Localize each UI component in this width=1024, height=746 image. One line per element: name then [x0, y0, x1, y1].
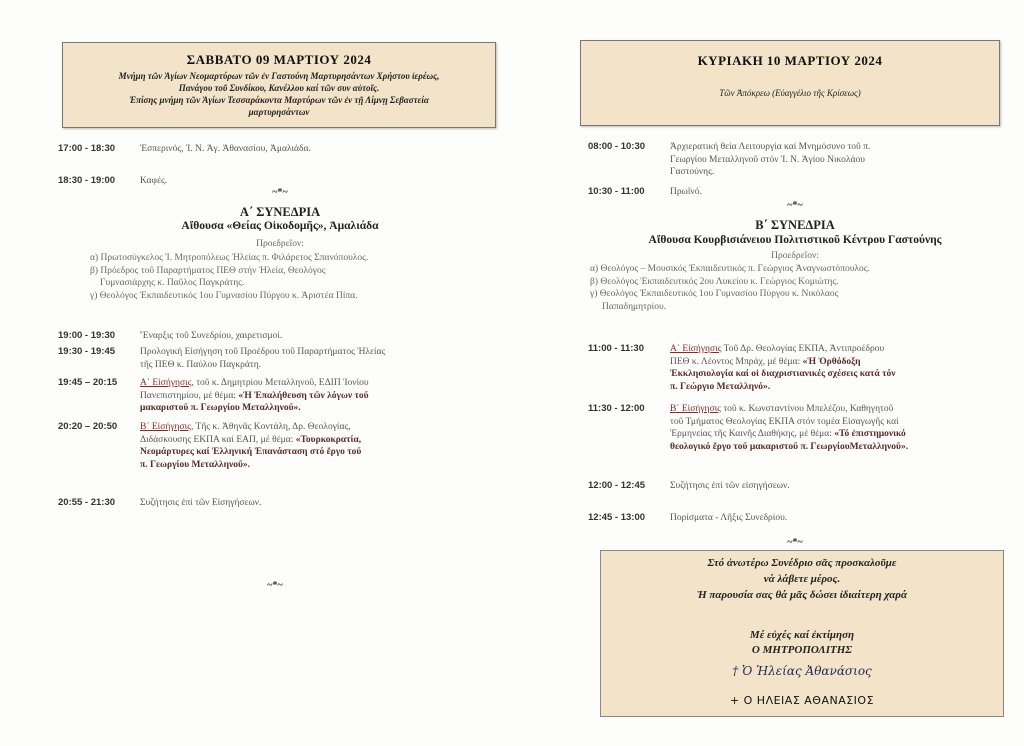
- schedule-row: 11:00 - 11:30 Α΄ Εἰσήγησις Τοῦ Δρ. Θεολογίας ΕΚΠΑ, Ἀντιπροέδρου ΠΕΘ κ. Λέοντος Μπράχ, μέ θέμα: «Ἡ Ὀρθόδοξη Ἐκκλησιολογία καί οἱ διαχριστιανικές σχέσεις κατά τόν π. Γεώργιο Μεταλληνό».: [588, 343, 896, 392]
- presidium-label: Προεδρεῖον:: [771, 251, 819, 261]
- schedule-row: 19:30 - 19:45 Προλογική Εἰσήγηση τοῦ Προέδρου τοῦ Παραρτήματος Ἠλείας τῆς ΠΕΘ κ. Παύλου Παγκράτη.: [58, 346, 386, 370]
- saturday-header-box: [62, 42, 496, 128]
- signature: † Ὁ Ἠλείας Ἀθανάσιος: [732, 664, 872, 678]
- schedule-row: 12:00 - 12:45 Συζήτησις ἐπί τῶν εἰσηγήσεων.: [588, 480, 790, 491]
- session-b-venue: Αἴθουσα Κουρβισιάνειου Πολιτιστικοῦ Κέντρου Γαστούνης: [648, 234, 942, 246]
- invite-line: Στό ἀνωτέρω Συνέδριο σᾶς προσκαλοῦμε: [707, 557, 897, 569]
- invite-line: Ἡ παρουσία σας θά μᾶς δώσει ἰδιαίτερη χαρά: [696, 589, 908, 601]
- session-b-title: Β΄ ΣΥΝΕΔΡΙΑ: [755, 218, 835, 232]
- session-a-venue: Αἴθουσα «Θείας Οἰκοδομῆς», Ἀμαλιάδα: [181, 220, 379, 232]
- presidium-label: Προεδρεῖον:: [256, 239, 304, 249]
- schedule-row: 10:30 - 11:00 Πρωϊνό.: [588, 186, 702, 197]
- saturday-date-title: ΣΑΒΒΑΤΟ 09 ΜΑΡΤΙΟΥ 2024: [186, 52, 372, 67]
- schedule-row: 17:00 - 18:30 Ἑσπερινός, Ἱ. Ν. Ἁγ. Ἀθανασίου, Ἀμαλιάδα.: [58, 143, 311, 154]
- schedule-row: 12:45 - 13:00 Πορίσματα - Λῆξις Συνεδρίου.: [588, 512, 788, 523]
- invitation-box: [600, 550, 1004, 717]
- wishes-text: Μέ εὐχές καί ἐκτίμηση: [749, 629, 855, 641]
- schedule-row: 19:00 - 19:30 Ἔναρξις τοῦ Συνεδρίου, χαιρετισμοί.: [58, 330, 283, 341]
- separator: ~*~: [267, 580, 283, 591]
- schedule-row: 19:45 – 20:15 Α΄ Εἰσήγησις, τοῦ κ. Δημητρίου Μεταλληνοῦ, ΕΔΙΠ Ἰονίου Πανεπιστημίου, μέ θέμα: «Ἡ Ἐπαλήθευση τῶν λόγων τοῦ μακαριστοῦ π. Γεωργίου Μεταλληνοῦ».: [58, 377, 369, 413]
- session-a-title: Α΄ ΣΥΝΕΔΡΙΑ: [239, 205, 321, 219]
- sunday-header-box: [580, 40, 1000, 126]
- separator: ~*~: [787, 200, 803, 211]
- schedule-row: 18:30 - 19:00 Καφές.: [58, 175, 168, 186]
- separator: ~*~: [787, 537, 803, 548]
- sunday-subtitle: Τῶν Ἀπόκρεω (Εὐαγγέλιο τῆς Κρίσεως): [719, 88, 861, 98]
- presidium-list: α) Πρωτοσύγκελος Ἱ. Μητροπόλεως Ἠλείας π. Φιλάρετος Σπανόπουλος. β) Πρόεδρος τοῦ Παραρτήματος ΠΕΘ στήν Ἠλεία, Θεολόγος Γυμνασιάρχης κ. Παῦλος Παγκράτης. γ) Θεολόγος Ἐκπαιδευτικός 1ου Γυμνασίου Πύργου κ. Ἀριστέα Πίπα.: [90, 253, 369, 301]
- schedule-row: 20:20 – 20:50 Β΄ Εἰσήγησις, Τῆς κ. Ἀθηνᾶς Κοντάλη, Δρ. Θεολογίας, Διδάσκουσης ΕΚΠΑ καί ΕΑΠ, μέ θέμα: «Τουρκοκρατία, Νεομάρτυρες καί Ἑλληνική Ἐπανάσταση στό ἔργο τοῦ π. Γεωργίου Μεταλληνοῦ».: [58, 421, 362, 470]
- signed-name: + Ο ΗΛΕΙΑΣ ΑΘΑΝΑΣΙΟΣ: [729, 694, 875, 707]
- schedule-row: 11:30 - 12:00 Β΄ Εἰσήγησις τοῦ κ. Κωνσταντίνου Μπελέζου, Καθηγητοῦ τοῦ Τμήματος Θεολογίας ΕΚΠΑ στόν τομέα Εἰσαγωγῆς καί Ἑρμηνείας τῆς Καινῆς Διαθήκης, μέ θέμα: «Τό ἐπιστημονικό θεολογικό ἔργο τοῦ μακαριστοῦ π. ΓεωργίουΜεταλληνοῦ».: [588, 403, 909, 452]
- separator: ~*~: [272, 187, 288, 198]
- invite-line: νά λάβετε μέρος.: [763, 573, 841, 585]
- saturday-commemoration: Μνήμη τῶν Ἁγίων Νεομαρτύρων τῶν ἐν Γαστούνη Μαρτυρησάντων Χρήστου ἱερέως, Πανάγου τοῦ Συνδίκου, Κανέλλου καί τῶν συν αὐτοῖς. Ἐπίσης μνήμη τῶν Ἁγίων Τεσσαράκοντα Μαρτύρων τῶν ἐν τῇ Λίμνῃ Σεβαστεία μαρτυρησάντων: [118, 71, 440, 117]
- metropolitan-title: Ο ΜΗΤΡΟΠΟΛΙΤΗΣ: [751, 644, 853, 656]
- schedule-row: 20:55 - 21:30 Συζήτησις ἐπί τῶν Εἰσηγήσεων.: [58, 497, 262, 508]
- presidium-list: α) Θεολόγος – Μουσικός Ἐκπαιδευτικός π. Γεώργιος Ἀναγνωστόπουλος. β) Θεολόγος Ἐκπαιδευτικός 2ου Λυκείου κ. Γεώργιος Κομιώτης. γ) Θεολόγος Ἐκπαιδευτικός 1ου Γυμνασίου Πύργου κ. Νικόλαος Παπαδημητρίου.: [590, 264, 870, 312]
- sunday-date-title: ΚΥΡΙΑΚΗ 10 ΜΑΡΤΙΟΥ 2024: [697, 53, 883, 68]
- schedule-row: 08:00 - 10:30 Ἀρχιερατική θεία Λειτουργία καί Μνημόσυνο τοῦ π. Γεωργίου Μεταλληνοῦ στόν Ἱ. Ν. Ἁγίου Νικολάου Γαστούνης.: [588, 141, 871, 177]
